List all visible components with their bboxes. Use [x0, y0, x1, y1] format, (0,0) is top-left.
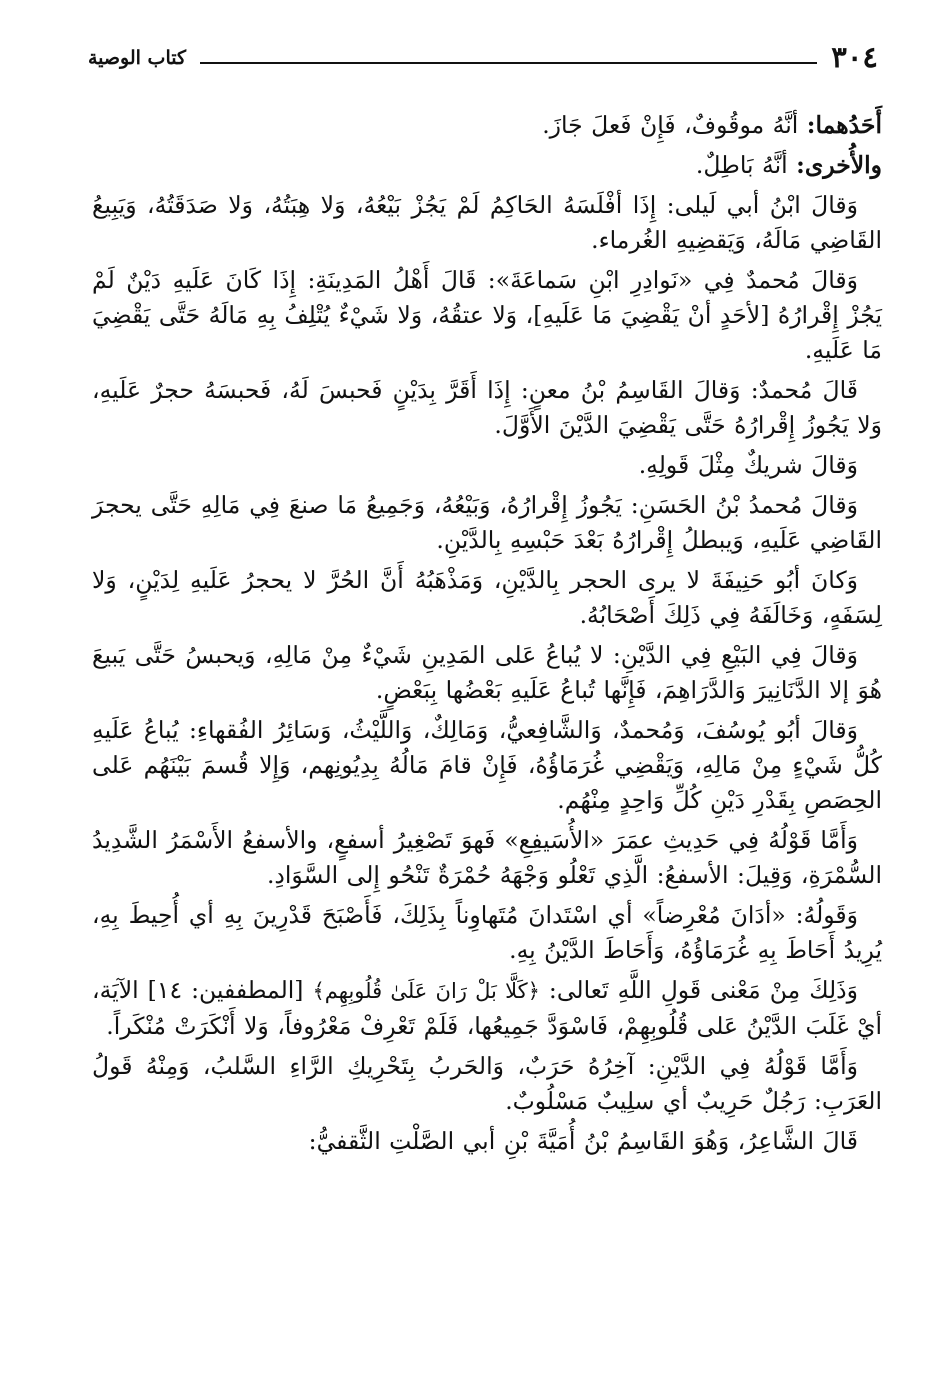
paragraph: قَالَ مُحمدٌ: وَقالَ القَاسِمُ بْنُ معنٍ: إِذَا أَقَرَّ بِدَيْنٍ فَحبسَ لَهُ، فَحبسَهُ حجرٌ عَلَيهِ، وَلا يَجُوزُ إِقْرارُهُ حَتَّى يَقْضِيَ الدَّيْنَ الأَوَّلَ.: [92, 376, 882, 439]
paragraph: وَقالَ شريكٌ مِثْلَ قَولِهِ.: [638, 451, 858, 479]
paragraph: وَكانَ أبُو حَنِيفَةَ لا يرى الحجر بِالدَّيْنِ، وَمَذْهَبُهُ أَنَّ الحُرَّ لا يحجرُ عَلَيهِ لِدَيْنٍ، وَلا لِسَفَهٍ، وَخَالَفَهُ فِي ذَلِكَ أَصْحَابُهُ.: [92, 566, 882, 629]
page-header: [88, 28, 878, 72]
paragraph: [92, 108, 882, 143]
paragraph: وَأَمَّا قَوْلُهُ فِي حَدِيثِ عمَرَ «الأُسَيفِعِ» فَهوَ تَصْغِيرُ أسفعٍ، والأسفعُ الأَسْمَرُ الشَّدِيدُ السُّمْرَةِ، وَقِيلَ: الأسفعُ: الَّذِي تَعْلُو وَجْهَهُ حُمْرَةٌ تَنْحُو إِلى السَّوَادِ.: [92, 826, 882, 889]
paragraph-label: أَحَدُهما:: [806, 111, 882, 139]
paragraph: وَقالَ مُحمدُ بْنُ الحَسَنِ: يَجُوزُ إِقْرارُهُ، وَبَيْعُهُ، وَجَمِيعُ مَا صنعَ فِي مَالِهِ حَتَّى يحجرَ القَاضِي عَلَيهِ، وَيبطلُ إِقْرارُهُ بَعْدَ حَبْسِهِ بِالدَّيْنِ.: [92, 491, 882, 554]
page-body: [92, 108, 882, 1164]
header-rule: [200, 62, 817, 64]
paragraph: وَقالَ مُحمدٌ فِي «نَوادِرِ ابْنِ سَماعَةَ»: قَالَ أَهْلُ المَدِينَةِ: إِذَا كَانَ عَلَيهِ دَيْنٌ لَمْ يَجُزْ إِقْرارُهُ [لأحَدٍ أنْ يَقْضِيَ مَا عَلَيهِ]، وَلا عتقُهُ، وَلا شَيْءٌ يُتْلِفُ بِهِ مَالَهُ حَتَّى يَقْضِيَ مَا عَلَيهِ.: [92, 266, 882, 364]
paragraph-text: أنَّهُ موقُوفٌ، فَإِنْ فَعلَ جَازَ.: [542, 111, 807, 139]
quran-verse: ﴿كَلَّا بَلْ رَانَ عَلَىٰ قُلُوبِهِم﴾: [312, 979, 540, 1003]
paragraph: [92, 973, 882, 1044]
running-title: كتاب الوصية: [88, 47, 187, 69]
paragraph: وَقالَ أبُو يُوسُفَ، وَمُحمدٌ، وَالشَّافِعيُّ، وَمَالِكٌ، وَاللَّيْثُ، وَسَائِرُ الفُقهاءِ: يُباعُ عَلَيهِ كُلُّ شَيْءٍ مِنْ مَالِهِ، وَيَقْضِي غُرَمَاؤُهُ، فَإِنْ قامَ مَالُهُ بِدِيُونِهم، وَإِلا قُسمَ بَيْنَهُم عَلى الحِصَصِ بِقَدْرِ دَيْنِ كُلِّ وَاحِدٍ مِنْهُم.: [92, 716, 882, 814]
paragraph: قَالَ الشَّاعِرُ، وَهُوَ القَاسِمُ بْنُ أُمَيَّةَ بْنِ أبي الصَّلْتِ الثَّقفيُّ:: [308, 1127, 858, 1155]
paragraph-text: وَذَلِكَ مِنْ مَعْنى قَولِ اللَّهِ تَعالى:: [539, 976, 858, 1004]
paragraph-label: والأُخرى:: [796, 151, 882, 179]
paragraph: [92, 148, 882, 183]
paragraph: وَأَمَّا قَوْلُهُ فِي الدَّيْنِ: آخِرُهُ حَرَبٌ، وَالحَربُ بِتَحْرِيكِ الرَّاءِ السَّلبُ، وَمِنْهُ قَولُ العَرَبِ: رَجُلٌ حَرِيبٌ أي سلِيبٌ مَسْلُوبٌ.: [92, 1052, 882, 1115]
paragraph-text: [المطففين: ١٤] الآيَة، أيْ غَلَبَ الدَّيْنُ عَلى قُلُوبِهِمْ، فَاسْوَدَّ جَمِيعُها، فَلَمْ تَعْرِفْ مَعْرُوفاً، وَلا أَنْكَرَتْ مُنْكَراً.: [92, 976, 882, 1040]
paragraph-text: أنَّهُ بَاطِلٌ.: [695, 151, 797, 179]
paragraph: وَقالَ فِي البَيْعِ فِي الدَّيْنِ: لا يُباعُ عَلى المَدِينِ شَيْءٌ مِنْ مَالِهِ، وَيحبسُ حَتَّى يَبيعَ هُوَ إلا الدَّنَانِيرَ وَالدَّرَاهِمَ، فَإِنَّها تُباعُ عَلَيهِ بَعْضُها بِبَعْضٍ.: [92, 641, 882, 704]
paragraph: وَقَولُهُ: «أدَانَ مُعْرِضاً» أي اسْتَدانَ مُتَهاوِناً بِذَلِكَ، فَأَصْبَحَ قَدْرِينَ بِهِ أي أُحِيطَ بِهِ، يُرِيدُ أَحَاطَ بِهِ غُرَمَاؤُهُ، وَأَحَاطَ الدَّيْنُ بِهِ.: [92, 901, 882, 964]
page-number: ٣٠٤: [831, 40, 878, 74]
paragraph: وَقالَ ابْنُ أبي لَيلى: إِذَا أفْلَسَهُ الحَاكِمُ لَمْ يَجُزْ بَيْعُهُ، وَلا هِبَتُهُ، وَلا صَدَقَتُهُ، وَيَبِيعُ القَاضِي مَالَهُ، وَيَقضِيهِ الغُرماء.: [92, 191, 882, 254]
